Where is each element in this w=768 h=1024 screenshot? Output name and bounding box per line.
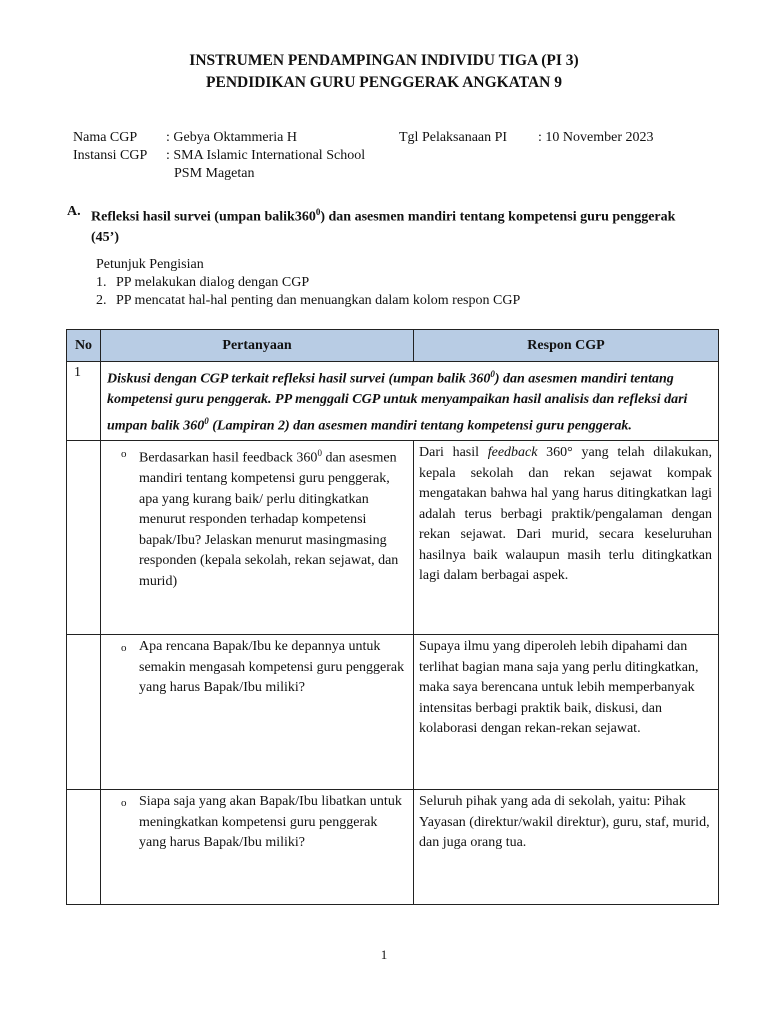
response-text: 360° yang telah dilakukan, kepala sekolah dan rekan sejawat kompak mengatakan bahwa hal yang harus ditingkatkan lagi adalah terus berbagi praktik/pengalaman dengan rekan sejawat. Dari murid, secara keseluruhan hasilnya baik walaupun masih terlu ditingkatkan lagi dalam berbagai aspek. (419, 445, 712, 583)
tgl-pelaksanaan-value: : 10 November 2023 (538, 130, 654, 145)
response-text: Dari hasil (419, 445, 488, 460)
instruction-item (96, 275, 309, 291)
empty-cell (67, 441, 101, 635)
header-question: Pertanyaan (101, 330, 414, 362)
instansi-cgp-value-line1: : SMA Islamic International School (166, 148, 366, 163)
header-response: Respon CGP (414, 330, 719, 362)
section-a-title (91, 202, 691, 248)
question-cell (101, 635, 414, 790)
table-row (67, 362, 719, 441)
empty-cell (67, 790, 101, 905)
discussion-text: Diskusi dengan CGP terkait refleksi hasil survei (umpan balik 360 (107, 371, 491, 387)
question-cell (101, 441, 414, 635)
response-italic: feedback (487, 445, 538, 460)
tgl-pelaksanaan-label: Tgl Pelaksanaan PI (399, 130, 508, 145)
nama-cgp-label: Nama CGP (73, 130, 138, 145)
discussion-text: ) dan asesmen mandiri tentang kompetensi guru penggerak. PP menggali CGP untuk menyampaikan hasil analisis dan refleksi dari umpan balik 360 (107, 371, 688, 434)
question-text: Apa rencana Bapak/Ibu ke depannya untuk semakin mengasah kompetensi guru penggerak yang harus Bapak/Ibu miliki? (139, 639, 405, 695)
superscript: 0 (317, 448, 322, 458)
section-a-number: A. (67, 204, 81, 219)
document-title-line2: PENDIDIKAN GURU PENGGERAK ANGKATAN 9 (206, 74, 562, 91)
table-header-row (67, 330, 719, 362)
bullet-icon: o (121, 797, 127, 809)
instructions-heading: Petunjuk Pengisian (96, 257, 204, 272)
empty-cell (67, 635, 101, 790)
discussion-text: (Lampiran 2) dan asesmen mandiri tentang kompetensi guru penggerak. (208, 418, 632, 434)
section-a-title-part2: ) dan asesmen mandiri tentang kompetensi guru penggerak (45’) (91, 209, 676, 245)
instruction-number: 2. (96, 293, 107, 308)
superscript: 0 (490, 369, 495, 379)
bullet-icon: o (121, 448, 127, 460)
header-no: No (67, 330, 101, 362)
row-number: 1 (67, 362, 101, 441)
question-cell (101, 790, 414, 905)
instruction-text: PP mencatat hal-hal penting dan menuangkan dalam kolom respon CGP (116, 293, 521, 308)
section-a-title-part1: Refleksi hasil survei (umpan balik360 (91, 209, 316, 225)
page-number: 1 (380, 947, 388, 962)
superscript: 0 (204, 415, 209, 426)
instruction-text: PP melakukan dialog dengan CGP (116, 275, 310, 290)
question-text: dan asesmen mandiri tentang kompetensi guru penggerak, apa yang kurang baik/ perlu ditingkatkan menurut responden terhadap kompetensi bapak/Ibu? Jelaskan menurut masingmasing responden (kepala sekolah, rekan sejawat, dan murid) (139, 450, 399, 589)
instansi-cgp-label: Instansi CGP (73, 148, 148, 163)
nama-cgp-value: : Gebya Oktammeria H (166, 130, 298, 145)
table-row (67, 441, 719, 635)
discussion-prompt (101, 362, 719, 441)
reflection-table (66, 329, 719, 905)
table-row (67, 790, 719, 905)
response-cell (414, 441, 719, 635)
table-row (67, 635, 719, 790)
response-cell: Supaya ilmu yang diperoleh lebih dipahami dan terlihat bagian mana saja yang perlu ditingkatkan, maka saya berencana untuk lebih memperbanyak intensitas berbagi praktik baik, diskusi, dan kolaborasi dengan rekan-rekan sejawat. (414, 635, 719, 790)
response-cell: Seluruh pihak yang ada di sekolah, yaitu: Pihak Yayasan (direktur/wakil direktur), guru, staf, murid, dan juga orang tua. (414, 790, 719, 905)
instruction-number: 1. (96, 275, 107, 290)
question-text: Siapa saja yang akan Bapak/Ibu libatkan untuk meningkatkan kompetensi guru penggerak yang harus Bapak/Ibu miliki? (139, 794, 402, 850)
question-text: Berdasarkan hasil feedback 360 (139, 450, 318, 466)
instruction-item (96, 293, 520, 309)
bullet-icon: o (121, 642, 127, 654)
document-title-line1: INSTRUMEN PENDAMPINGAN INDIVIDU TIGA (PI 3) (189, 52, 579, 69)
section-a-title-sup: 0 (315, 207, 321, 217)
instansi-cgp-value-line2: PSM Magetan (174, 166, 255, 181)
